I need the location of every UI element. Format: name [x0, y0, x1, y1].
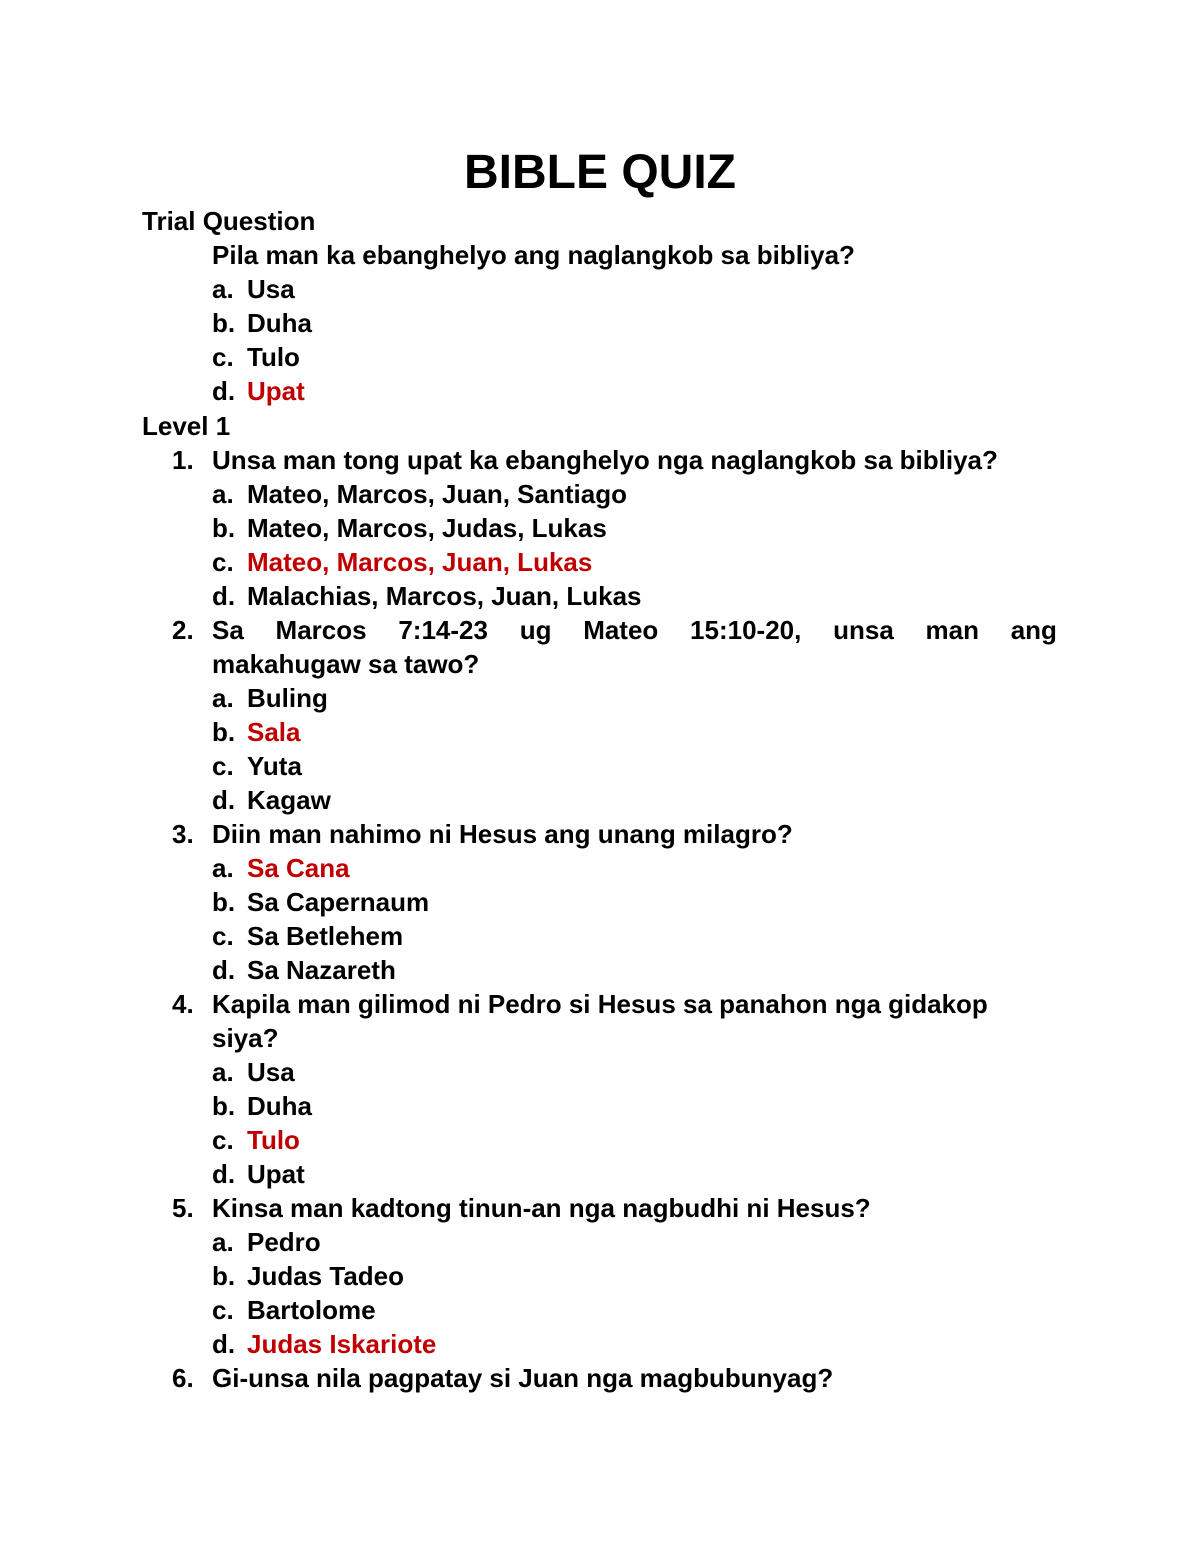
q1-option-c	[212, 545, 592, 579]
option-letter: b.	[212, 1091, 236, 1121]
option-text: Mateo, Marcos, Judas, Lukas	[247, 513, 607, 543]
question-word: 7:14-23	[398, 615, 488, 645]
option-letter: b.	[212, 1261, 236, 1291]
option-text: Bartolome	[247, 1295, 376, 1325]
trial-heading: Trial Question	[142, 206, 316, 236]
question-word: Mateo	[583, 615, 659, 645]
q1-option-b	[212, 511, 607, 545]
q2-option-d	[212, 783, 331, 817]
option-letter: c.	[212, 921, 234, 951]
q4-option-c	[212, 1123, 300, 1157]
option-letter: b.	[212, 308, 236, 338]
question-word: 15:10-20,	[690, 615, 802, 645]
option-letter: a.	[212, 683, 234, 713]
question-word: unsa	[833, 615, 894, 645]
q3-option-b	[212, 885, 429, 919]
option-letter: d.	[212, 1159, 236, 1189]
option-text-correct: Sa Cana	[247, 853, 350, 883]
trial-question: Pila man ka ebanghelyo ang naglangkob sa bibliya?	[212, 240, 855, 270]
q5-option-c	[212, 1293, 376, 1327]
q2-option-a	[212, 681, 328, 715]
option-letter: a.	[212, 1057, 234, 1087]
trial-option-a	[212, 272, 295, 306]
option-letter: a.	[212, 1227, 234, 1257]
question-word: Sa	[212, 615, 244, 645]
question-word: ug	[519, 615, 552, 645]
option-text: Usa	[247, 1057, 295, 1087]
option-text: Buling	[247, 683, 328, 713]
option-text: Yuta	[247, 751, 302, 781]
option-letter: a.	[212, 479, 234, 509]
q4-option-a	[212, 1055, 295, 1089]
question-word: ang	[1010, 615, 1057, 645]
trial-option-c	[212, 340, 300, 374]
level-heading: Level 1	[142, 411, 231, 441]
option-letter: d.	[212, 785, 236, 815]
q5-option-b	[212, 1259, 404, 1293]
option-letter: c.	[212, 342, 234, 372]
option-text: Tulo	[247, 342, 300, 372]
option-text-correct: Sala	[247, 717, 301, 747]
q3-option-a	[212, 851, 350, 885]
option-letter: c.	[212, 751, 234, 781]
option-text: Kagaw	[247, 785, 331, 815]
question-number: 2.	[172, 615, 194, 645]
question-text: Kapila man gilimod ni Pedro si Hesus sa panahon nga gidakop	[212, 989, 988, 1019]
option-letter: c.	[212, 1125, 234, 1155]
option-letter: d.	[212, 376, 236, 406]
option-text-correct: Mateo, Marcos, Juan, Lukas	[247, 547, 593, 577]
option-letter: b.	[212, 717, 236, 747]
option-letter: b.	[212, 513, 236, 543]
q4-option-b	[212, 1089, 312, 1123]
option-letter: a.	[212, 274, 234, 304]
option-text: Duha	[247, 1091, 312, 1121]
question-text-continued: siya?	[212, 1023, 279, 1053]
question-word: Marcos	[275, 615, 367, 645]
option-text: Mateo, Marcos, Juan, Santiago	[247, 479, 627, 509]
option-text: Upat	[247, 1159, 305, 1189]
q2-option-c	[212, 749, 302, 783]
question-number: 1.	[172, 445, 194, 475]
question-number: 5.	[172, 1193, 194, 1223]
option-text: Pedro	[247, 1227, 321, 1257]
option-letter: b.	[212, 887, 236, 917]
page-title: BIBLE QUIZ	[464, 146, 736, 199]
option-text: Sa Betlehem	[247, 921, 404, 951]
option-text: Judas Tadeo	[247, 1261, 405, 1291]
option-letter: a.	[212, 853, 234, 883]
q3-option-c	[212, 919, 403, 953]
option-text: Usa	[247, 274, 295, 304]
question-text: Kinsa man kadtong tinun-an nga nagbudhi ni Hesus?	[212, 1193, 871, 1223]
option-letter: c.	[212, 547, 234, 577]
option-text: Sa Capernaum	[247, 887, 430, 917]
option-text-correct: Tulo	[247, 1125, 300, 1155]
option-letter: d.	[212, 955, 236, 985]
question-number: 4.	[172, 989, 194, 1019]
option-letter: d.	[212, 581, 236, 611]
option-text-correct: Judas Iskariote	[247, 1329, 437, 1359]
q3-option-d	[212, 953, 396, 987]
option-text: Duha	[247, 308, 312, 338]
question-number: 6.	[172, 1363, 194, 1393]
option-letter: c.	[212, 1295, 234, 1325]
q4-option-d	[212, 1157, 305, 1191]
q1-option-d	[212, 579, 642, 613]
question-text-continued: makahugaw sa tawo?	[212, 649, 480, 679]
q2-option-b	[212, 715, 301, 749]
question-number: 3.	[172, 819, 194, 849]
trial-option-b	[212, 306, 312, 340]
question-text: Unsa man tong upat ka ebanghelyo nga naglangkob sa bibliya?	[212, 445, 998, 475]
question-text: Gi-unsa nila pagpatay si Juan nga magbubunyag?	[212, 1363, 834, 1393]
option-letter: d.	[212, 1329, 236, 1359]
question-word: man	[925, 615, 979, 645]
trial-option-d	[212, 374, 305, 408]
option-text-correct: Upat	[247, 376, 305, 406]
q5-option-d	[212, 1327, 436, 1361]
question-text-justified	[212, 613, 1057, 647]
option-text: Malachias, Marcos, Juan, Lukas	[247, 581, 642, 611]
q5-option-a	[212, 1225, 321, 1259]
question-text: Diin man nahimo ni Hesus ang unang milagro?	[212, 819, 793, 849]
option-text: Sa Nazareth	[247, 955, 396, 985]
q1-option-a	[212, 477, 627, 511]
